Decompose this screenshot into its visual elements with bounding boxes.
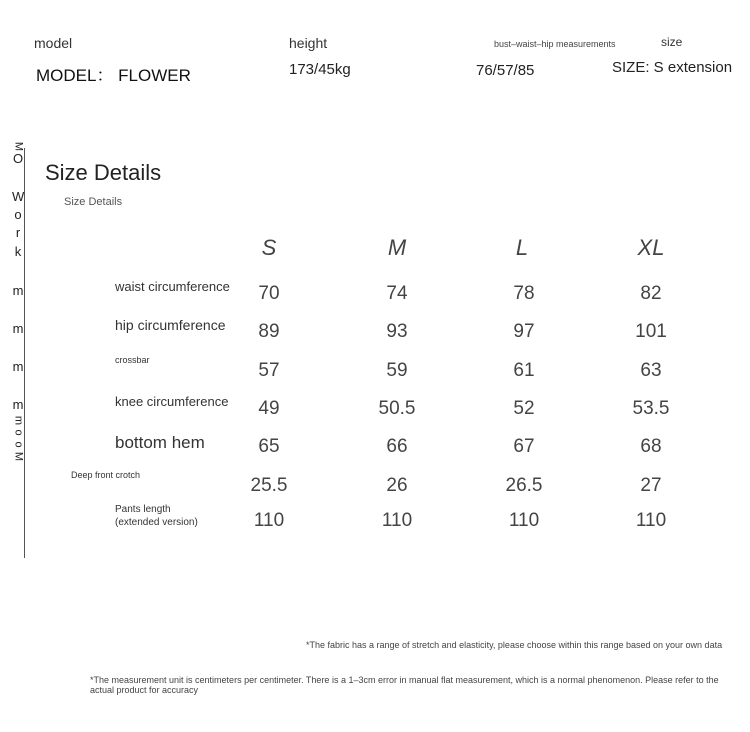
row-label-bottom-hem: bottom hem bbox=[115, 433, 205, 452]
table-cell: 53.5 bbox=[632, 398, 670, 419]
side-divider-line bbox=[24, 148, 25, 558]
side-char: r bbox=[15, 225, 21, 240]
table-cell: 93 bbox=[386, 321, 408, 342]
table-cell: 70 bbox=[258, 283, 280, 304]
table-cell: 63 bbox=[640, 360, 662, 381]
measurements-value: 76/57/85 bbox=[476, 62, 535, 79]
stretch-note: *The fabric has a range of stretch and elasticity, please choose within this range based on your own data bbox=[306, 640, 723, 650]
table-cell: 110 bbox=[508, 510, 540, 531]
measurement-note: *The measurement unit is centimeters per centimeter. There is a 1–3cm error in manual flat measurement, which is a normal phenomenon. Please refer to the actual product for accuracy bbox=[90, 675, 719, 695]
side-char: M bbox=[12, 451, 25, 462]
side-char: o bbox=[12, 429, 25, 436]
row-label-hip: hip circumference bbox=[115, 317, 226, 333]
table-cell: 82 bbox=[640, 283, 662, 304]
table-cell: 67 bbox=[513, 436, 535, 457]
side-char: M bbox=[12, 141, 25, 152]
table-cell: 61 bbox=[513, 360, 535, 381]
table-cell: 101 bbox=[635, 321, 667, 342]
row-label-front-crotch: Deep front crotch bbox=[71, 470, 141, 480]
row-label-pants-length: Pants length bbox=[115, 504, 171, 515]
side-char: W bbox=[12, 189, 25, 204]
table-cell: 110 bbox=[381, 510, 413, 531]
table-cell: 50.5 bbox=[378, 398, 416, 419]
row-label-knee: knee circumference bbox=[115, 394, 229, 409]
side-char: o bbox=[14, 207, 22, 222]
side-char: O bbox=[12, 151, 24, 166]
table-cell: 78 bbox=[513, 283, 535, 304]
table-cell: 26.5 bbox=[505, 475, 543, 496]
table-cell: 49 bbox=[258, 398, 280, 419]
size-header-l: L bbox=[515, 235, 529, 260]
table-cell: 74 bbox=[386, 283, 408, 304]
table-cell: 97 bbox=[513, 321, 535, 342]
table-cell: 68 bbox=[640, 436, 662, 457]
table-cell: 57 bbox=[258, 360, 280, 381]
size-header-s: S bbox=[261, 235, 277, 260]
height-value: 173/45kg bbox=[289, 61, 351, 78]
table-cell: 66 bbox=[386, 436, 408, 457]
model-value: MODEL： FLOWER bbox=[36, 66, 191, 85]
row-label-waist: waist circumference bbox=[115, 279, 230, 294]
measurements-label: bust–waist–hip measurements bbox=[494, 39, 616, 49]
size-header-xl: XL bbox=[637, 235, 665, 260]
side-char: k bbox=[14, 244, 22, 259]
size-header-m: M bbox=[387, 235, 407, 260]
size-label: size bbox=[661, 35, 683, 49]
side-vertical-text bbox=[12, 140, 26, 460]
table-cell: 110 bbox=[253, 510, 285, 531]
side-char: m bbox=[12, 415, 25, 426]
size-details-subtitle: Size Details bbox=[64, 196, 123, 208]
side-char: o bbox=[12, 441, 25, 448]
table-cell: 89 bbox=[258, 321, 280, 342]
table-cell: 59 bbox=[386, 360, 408, 381]
row-label-crossbar: crossbar bbox=[115, 355, 150, 365]
table-cell: 25.5 bbox=[250, 475, 288, 496]
table-cell: 52 bbox=[513, 398, 535, 419]
side-char: m bbox=[12, 283, 24, 298]
side-char: m bbox=[12, 321, 24, 336]
size-details-title: Size Details bbox=[45, 160, 162, 185]
table-cell: 27 bbox=[640, 475, 662, 496]
table-cell: 110 bbox=[635, 510, 667, 531]
size-value: SIZE: S extension bbox=[612, 59, 733, 76]
table-cell: 65 bbox=[258, 436, 280, 457]
row-label-pants-length-note: (extended version) bbox=[115, 517, 198, 528]
side-char: m bbox=[12, 397, 24, 412]
model-label: model bbox=[34, 35, 73, 51]
height-label: height bbox=[289, 35, 328, 51]
table-cell: 26 bbox=[386, 475, 408, 496]
side-char: m bbox=[12, 359, 24, 374]
